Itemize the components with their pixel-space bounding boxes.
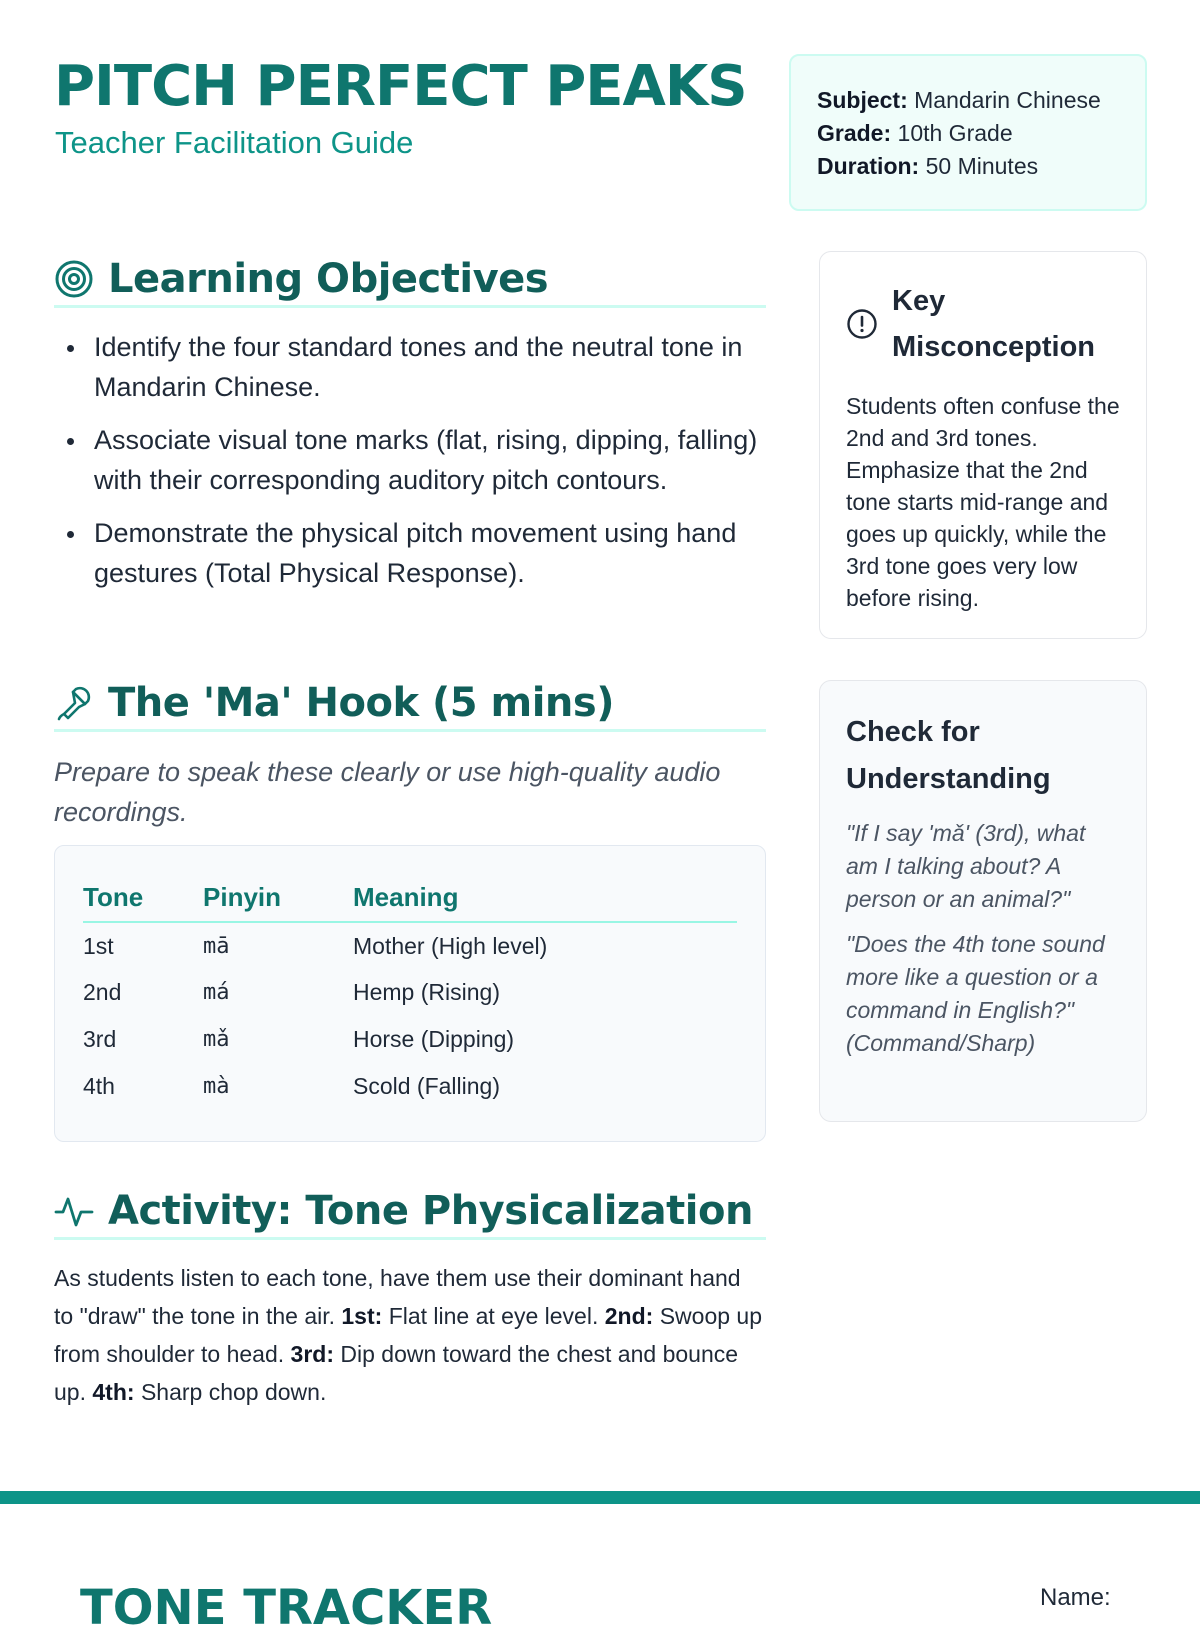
hook-title: The 'Ma' Hook (5 mins)	[108, 679, 614, 726]
objectives-title: Learning Objectives	[108, 255, 549, 302]
table-cell: 1st	[83, 932, 114, 959]
table-cell: Mother (High level)	[353, 932, 548, 959]
meta-subject: Subject: Mandarin Chinese	[817, 87, 1101, 113]
check-understanding-card	[819, 680, 1147, 1122]
table-cell: mǎ	[203, 1027, 230, 1052]
meta-grade: Grade: 10th Grade	[817, 120, 1013, 146]
misconception-body: Students often confuse the 2nd and 3rd tones. Emphasize that the 2nd tone starts mid-range and goes up quickly, while the 3rd tone goes very low before rising.	[846, 393, 1120, 611]
table-cell: mà	[203, 1074, 230, 1099]
table-row	[83, 1063, 737, 1110]
list-item: Demonstrate the physical pitch movement using hand gestures (Total Physical Response).	[54, 513, 766, 593]
table-cell: Horse (Dipping)	[353, 1026, 515, 1052]
table-cell: 2nd	[83, 979, 122, 1005]
tone-table-card	[54, 845, 766, 1142]
check-question: "If I say 'mǎ' (3rd), what am I talking about? A person or an animal?"	[846, 820, 1086, 912]
name-label: Name:	[1040, 1584, 1111, 1611]
lesson-meta-box	[789, 54, 1147, 211]
misconception-heading	[846, 278, 1120, 370]
column-header: Meaning	[353, 868, 737, 922]
pulse-icon	[54, 1191, 94, 1231]
table-row	[83, 969, 737, 1016]
check-question: "Does the 4th tone sound more like a question or a command in English?" (Command/Sharp)	[846, 931, 1105, 1056]
objectives-heading	[54, 252, 766, 308]
column-header: Pinyin	[203, 868, 353, 922]
misconception-title: Key Misconception	[892, 285, 1096, 363]
page-subtitle: Teacher Facilitation Guide	[55, 125, 414, 160]
table-cell: 4th	[83, 1073, 115, 1099]
table-cell: Scold (Falling)	[353, 1073, 500, 1099]
hook-heading	[54, 676, 766, 732]
tone-table	[83, 868, 737, 1110]
misconception-card	[819, 251, 1147, 639]
alert-circle-icon	[846, 308, 878, 340]
table-row	[83, 1016, 737, 1063]
activity-instructions: As students listen to each tone, have them use their dominant hand to "draw" the tone in the air. 1st: Flat line at eye level. 2nd: Swoop up from shoulder to head. 3rd: Dip down toward the chest and bounce up. 4th: Sharp chop down.	[54, 1265, 763, 1405]
table-cell: mā	[203, 933, 230, 959]
microphone-icon	[54, 683, 94, 723]
activity-title: Activity: Tone Physicalization	[108, 1187, 753, 1234]
table-cell: 3rd	[83, 1026, 117, 1052]
list-item: Associate visual tone marks (flat, rising, dipping, falling) with their corresponding auditory pitch contours.	[54, 420, 766, 500]
page-divider-bar	[0, 1491, 1200, 1504]
list-item: Identify the four standard tones and the neutral tone in Mandarin Chinese.	[54, 327, 766, 407]
table-row	[83, 922, 737, 969]
table-cell: Hemp (Rising)	[353, 979, 500, 1005]
table-header-row	[83, 868, 737, 922]
target-icon	[54, 259, 94, 299]
objectives-list	[54, 327, 766, 606]
meta-duration: Duration: 50 Minutes	[817, 153, 1039, 179]
table-cell: má	[203, 980, 230, 1005]
check-understanding-title: Check for Understanding	[846, 716, 1051, 795]
hook-note: Prepare to speak these clearly or use high-quality audio recordings.	[54, 757, 721, 827]
activity-heading	[54, 1184, 766, 1240]
tone-tracker-title: TONE TRACKER	[80, 1580, 493, 1636]
column-header: Tone	[83, 868, 203, 922]
page-title: PITCH PERFECT PEAKS	[54, 54, 747, 119]
